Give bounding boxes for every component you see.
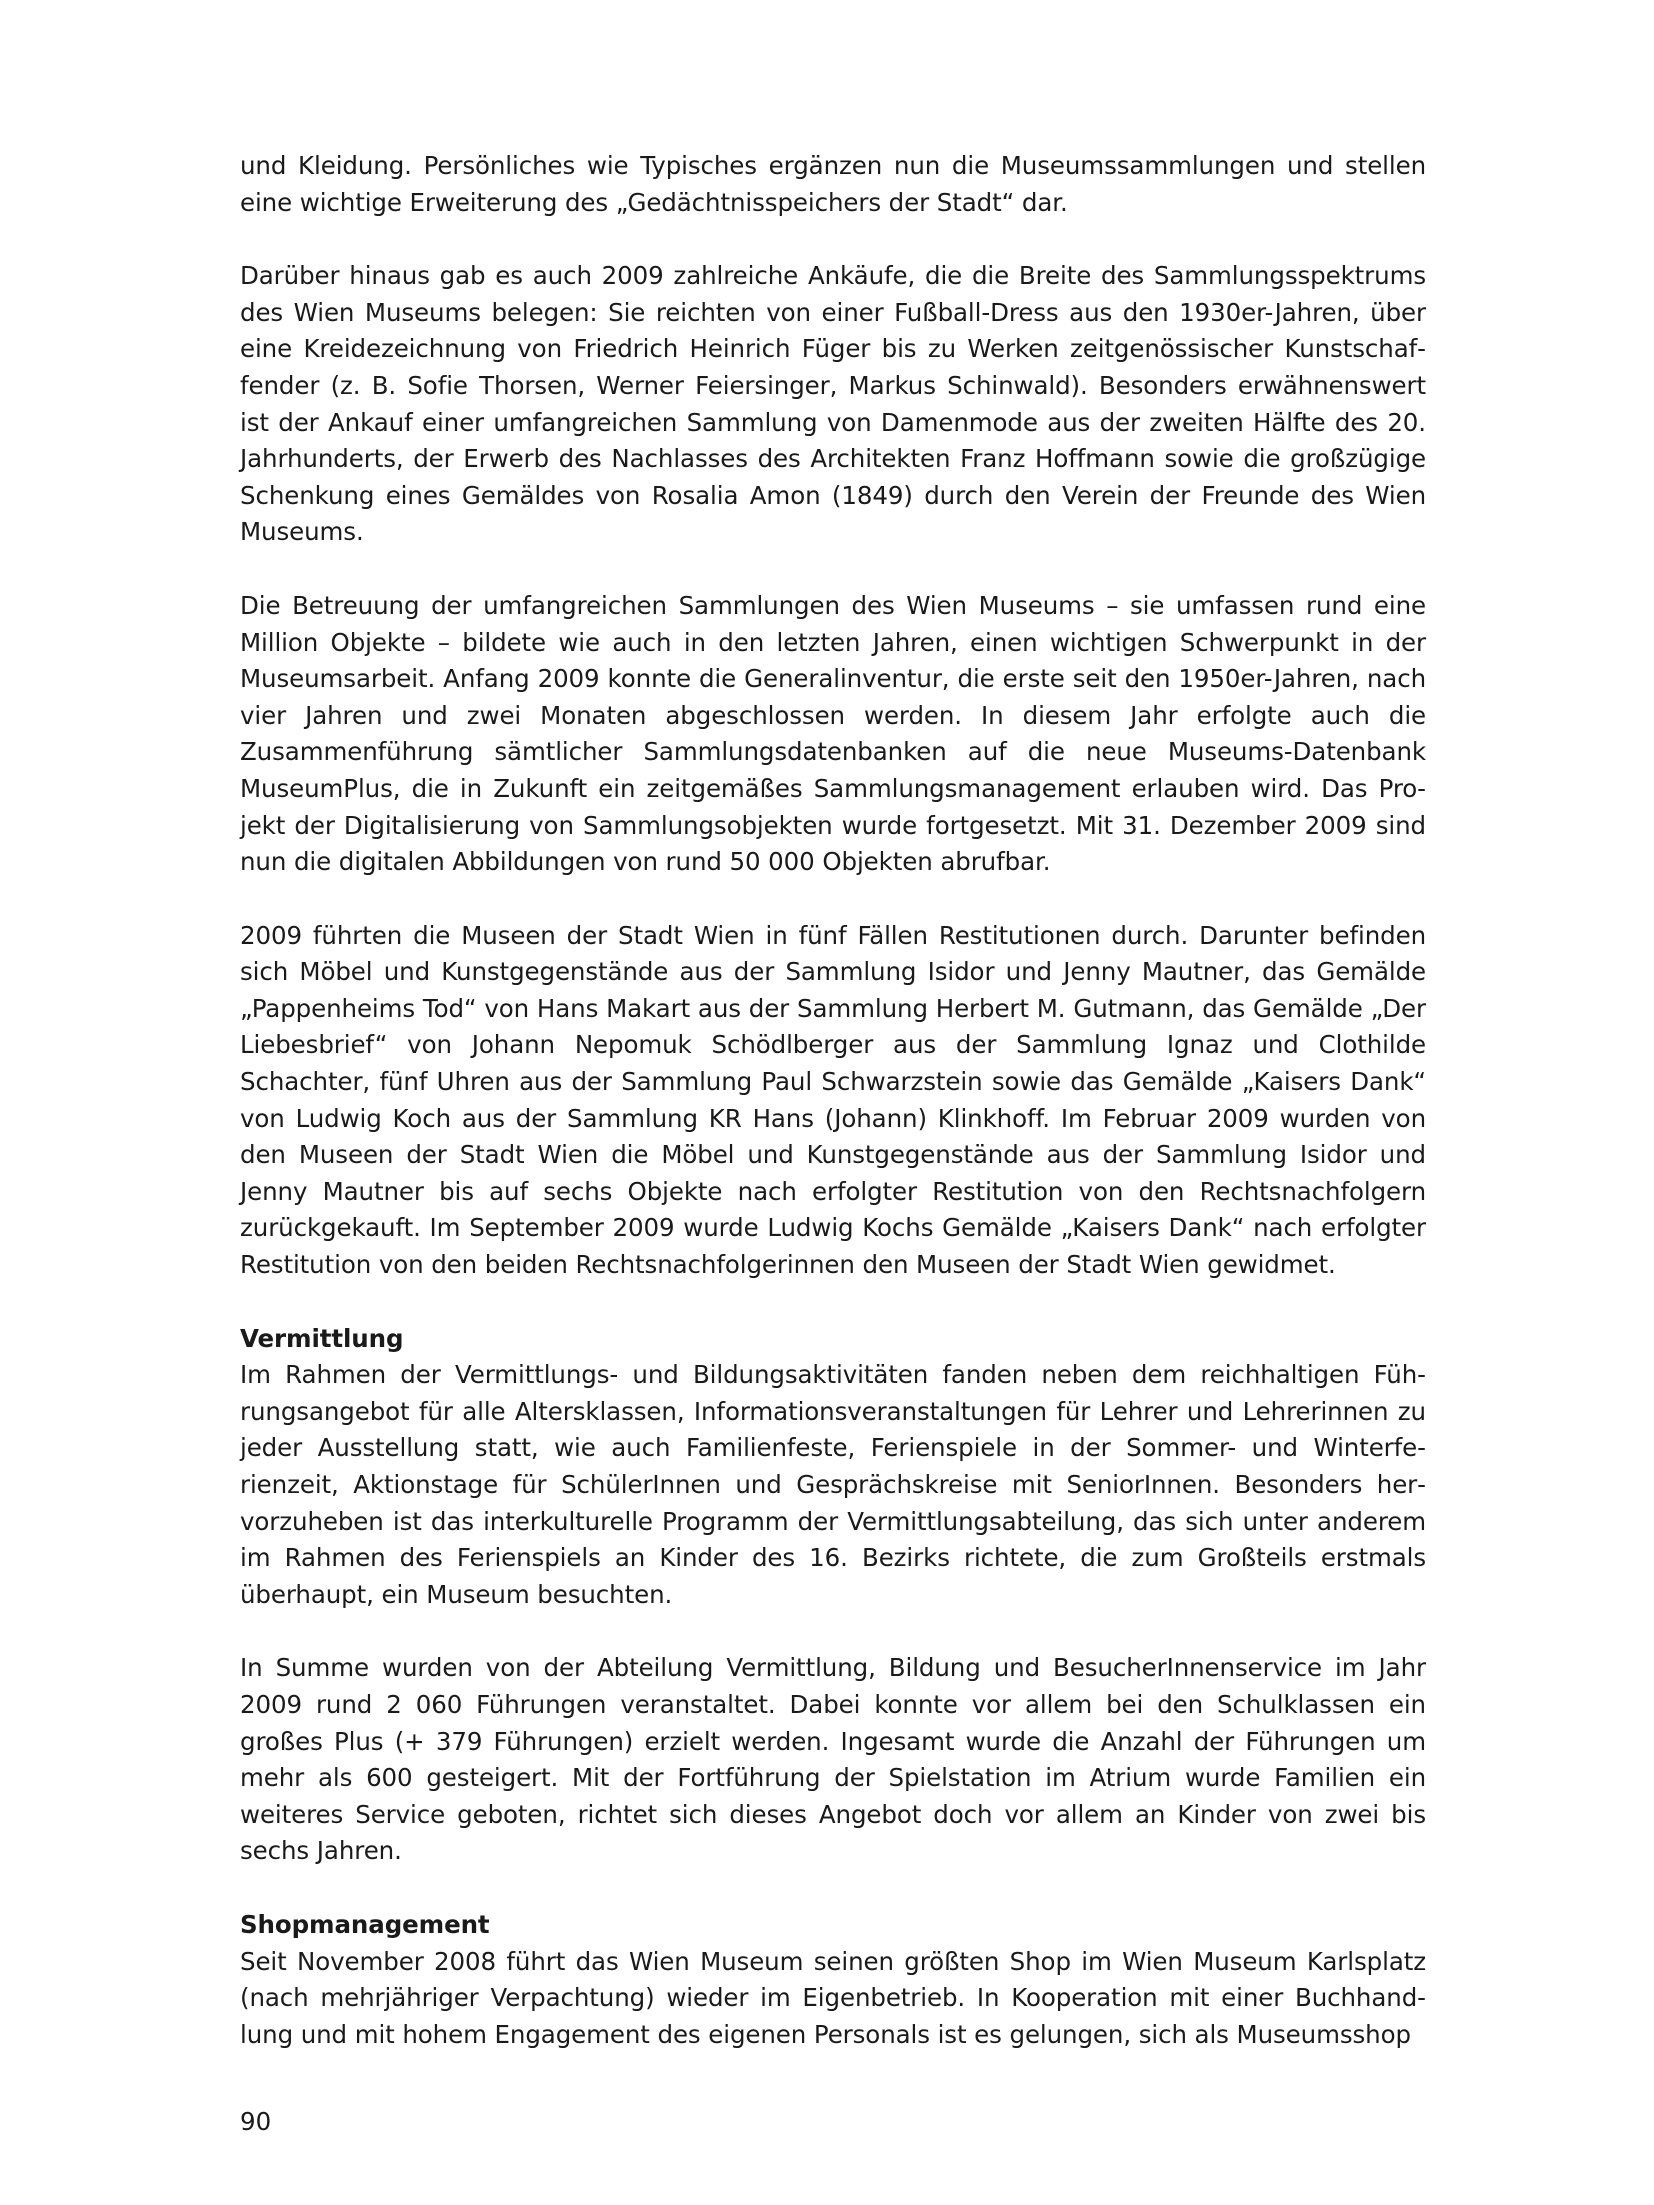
section-heading-vermittlung: Vermittlung xyxy=(240,1323,404,1353)
paragraph-acquisitions: Darüber hinaus gab es auch 2009 zahlreiche Ankäufe, die die Breite des Sammlungsspektrums des Wien Museums belegen: Sie reichten von einer Fußball-Dress aus den 1930er-Jahren, über eine Kreidezeichnung von Friedrich Heinrich Füger bis zu Werken zeitgenössischer Kunstschaffender (z. B. Sofie Thorsen, Werner Feiersinger, Markus Schinwald). Besonders erwähnenswert ist der Ankauf einer umfangreichen Sammlung von Damenmode aus der zweiten Hälfte des 20. Jahrhunderts, der Erwerb des Nachlasses des Architekten Franz Hoffmann sowie die großzügige Schenkung eines Gemäldes von Rosalia Amon (1849) durch den Verein der Freunde des Wien Museums. xyxy=(240,261,1426,547)
document-body xyxy=(240,148,1426,2053)
section-heading-shopmanagement: Shopmanagement xyxy=(240,1909,490,1939)
paragraph-restitutions: 2009 führten die Museen der Stadt Wien in fünf Fällen Restitutionen durch. Darunter befinden sich Möbel und Kunstgegenstände aus der Sammlung Isidor und Jenny Mautner, das Gemälde „Pappenheims Tod“ von Hans Makart aus der Sammlung Herbert M. Gutmann, das Gemälde „Der Liebesbrief“ von Johann Nepomuk Schödlberger aus der Sammlung Ignaz und Clothilde Schachter, fünf Uhren aus der Sammlung Paul Schwarzstein sowie das Gemälde „Kaisers Dank“ von Ludwig Koch aus der Sammlung KR Hans (Johann) Klinkhoff. Im Februar 2009 wurden von den Museen der Stadt Wien die Möbel und Kunstgegenstände aus der Sammlung Isidor und Jenny Mautner bis auf sechs Objekte nach erfolgter Restitution von den Rechtsnachfolgern zurückgekauft. Im September 2009 wurde Ludwig Kochs Gemälde „Kaisers Dank“ nach erfolgter Restitution von den beiden Rechtsnachfolgerinnen den Museen der Stadt Wien gewidmet. xyxy=(240,920,1426,1280)
paragraph-vermittlung-1: Im Rahmen der Vermittlungs- und Bildungsaktivitäten fanden neben dem reichhaltigen Führungsangebot für alle Altersklassen, Informationsveranstaltungen für Lehrer und Lehrerinnen zu jeder Ausstellung statt, wie auch Familienfeste, Ferienspiele in der Sommer- und Winterferienzeit, Aktionstage für SchülerInnen und Gesprächskreise mit SeniorInnen. Besonders hervorzuheben ist das interkulturelle Programm der Vermittlungsabteilung, das sich unter anderem im Rahmen des Ferienspiels an Kinder des 16. Bezirks richtete, die zum Großteils erstmals überhaupt, ein Museum besuchten. xyxy=(240,1360,1426,1609)
paragraph-vermittlung-2: In Summe wurden von der Abteilung Vermittlung, Bildung und BesucherInnenservice im Jahr 2009 rund 2 060 Führungen veranstaltet. Dabei konnte vor allem bei den Schulklassen ein großes Plus (+ 379 Führungen) erzielt werden. Ingesamt wurde die Anzahl der Führungen um mehr als 600 gesteigert. Mit der Fortführung der Spielstation im Atrium wurde Familien ein weiteres Service geboten, richtet sich dieses Angebot doch vor allem an Kinder von zwei bis sechs Jahren. xyxy=(240,1653,1426,1866)
page-number: 90 xyxy=(240,2107,272,2136)
section-vermittlung xyxy=(240,1321,1426,1870)
paragraph-collections: Die Betreuung der umfangreichen Sammlungen des Wien Museums – sie umfassen rund eine Million Objekte – bildete wie auch in den letzten Jahren, einen wichtigen Schwerpunkt in der Museumsarbeit. Anfang 2009 konnte die Generalinventur, die erste seit den 1950er-Jahren, nach vier Jahren und zwei Monaten abgeschlossen werden. In diesem Jahr erfolgte auch die Zusammenführung sämtlicher Sammlungsdatenbanken auf die neue Museums-Datenbank MuseumPlus, die in Zukunft ein zeitgemäßes Sammlungsmanagement erlauben wird. Das Projekt der Digitalisierung von Sammlungsobjekten wurde fortgesetzt. Mit 31. Dezember 2009 sind nun die digitalen Abbildungen von rund 50 000 Objekten abrufbar. xyxy=(240,590,1426,877)
paragraph-intro-1: und Kleidung. Persönliches wie Typisches ergänzen nun die Museumssammlungen und stellen eine wichtige Erweiterung des „Gedächtnisspeichers der Stadt“ dar. xyxy=(240,151,1426,217)
paragraph-shopmanagement-1: Seit November 2008 führt das Wien Museum seinen größten Shop im Wien Museum Karlsplatz (nach mehrjähriger Verpachtung) wieder im Eigenbetrieb. In Kooperation mit einer Buchhandlung und mit hohem Engagement des eigenen Personals ist es gelungen, sich als Museumsshop xyxy=(240,1946,1426,2049)
section-shopmanagement xyxy=(240,1907,1426,2053)
